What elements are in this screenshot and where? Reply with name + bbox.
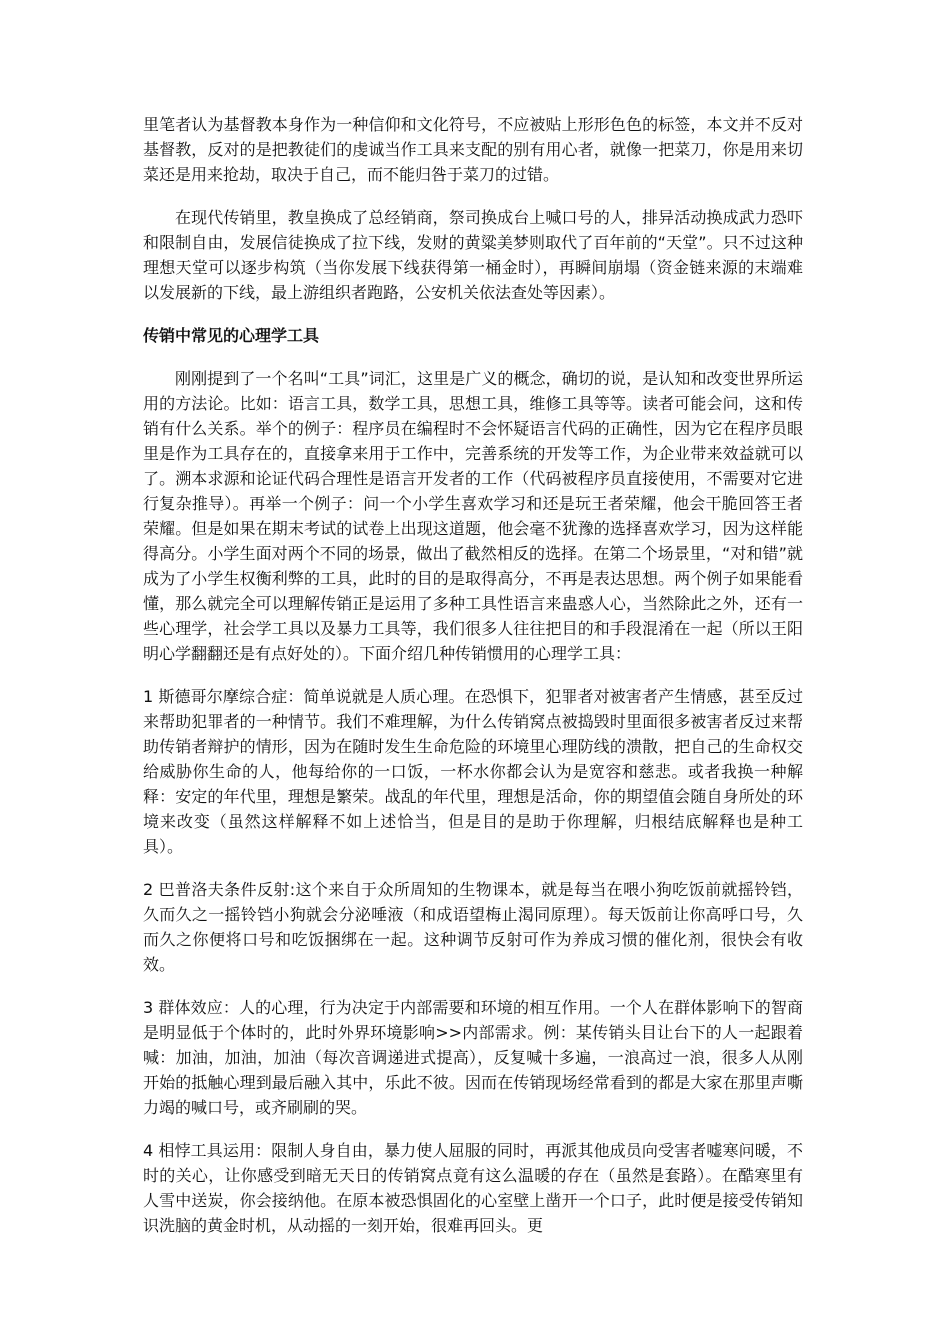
paragraph-3: 刚刚提到了一个名叫“工具”词汇，这里是广义的概念，确切的说，是认知和改变世界所运用的方法论。比如：语言工具，数学工具，思想工具，维修工具等等。读者可能会问，这和传销有什么关系。举个的例子：程序员在编程时不会怀疑语言代码的正确性，因为它在程序员眼里是作为工具存在的，直接拿来用于工作中，完善系统的开发等工作，为企业带来效益就可以了。溯本求源和论证代码合理性是语言开发者的工作（代码被程序员直接使用，不需要对它进行复杂推导）。再举一个例子：问一个小学生喜欢学习和还是玩王者荣耀，他会干脆回答王者荣耀。但是如果在期末考试的试卷上出现这道题，他会毫不犹豫的选择喜欢学习，因为这样能得高分。小学生面对两个不同的场景，做出了截然相反的选择。在第二个场景里，“对和错”就成为了小学生权衡利弊的工具，此时的目的是取得高分，不再是表达思想。两个例子如果能看懂，那么就完全可以理解传销正是运用了多种工具性语言来蛊惑人心，当然除此之外，还有一些心理学，社会学工具以及暴力工具等，我们很多人往往把目的和手段混淆在一起（所以王阳明心学翻翻还是有点好处的）。下面介绍几种传销惯用的心理学工具： [143, 369, 803, 663]
section-heading: 传销中常见的心理学工具 [143, 326, 320, 345]
list-item-stockholm: 1 斯德哥尔摩综合症：简单说就是人质心理。在恐惧下，犯罪者对被害者产生情感，甚至反过来帮助犯罪者的一种情节。我们不难理解，为什么传销窝点被捣毁时里面很多被害者反过来帮助传销者辩护的情形，因为在随时发生生命危险的环境里心理防线的溃散，把自己的生命权交给威胁你生命的人，他每给你的一口饭，一杯水你都会认为是宽容和慈悲。或者我换一种解释：安定的年代里，理想是繁荣。战乱的年代里，理想是活命，你的期望值会随自身所处的环境来改变（虽然这样解释不如上述恰当，但是目的是助于你理解，归根结底解释也是种工具）。 [143, 687, 803, 856]
paragraph-1: 里笔者认为基督教本身作为一种信仰和文化符号，不应被贴上形形色色的标签，本文并不反对基督教，反对的是把教徒们的虔诚当作工具来支配的别有用心者，就像一把菜刀，你是用来切菜还是用来抢劫，取决于自己，而不能归咎于菜刀的过错。 [143, 115, 803, 184]
list-item-pavlov: 2 巴普洛夫条件反射:这个来自于众所周知的生物课本，就是每当在喂小狗吃饭前就摇铃铛，久而久之一摇铃铛小狗就会分泌唾液（和成语望梅止渴同原理）。每天饭前让你高呼口号，久而久之你便将口号和吃饭捆绑在一起。这种调节反射可作为养成习惯的催化剂，很快会有收效。 [143, 880, 803, 974]
list-item-group-effect: 3 群体效应：人的心理，行为决定于内部需要和环境的相互作用。一个人在群体影响下的智商是明显低于个体时的，此时外界环境影响>>内部需求。例：某传销头目让台下的人一起跟着喊：加油，加油，加油（每次音调递进式提高），反复喊十多遍，一浪高过一浪，很多人从刚开始的抵触心理到最后融入其中，乐此不彼。因而在传销现场经常看到的都是大家在那里声嘶力竭的喊口号，或齐刷刷的哭。 [143, 998, 803, 1117]
paragraph-2: 在现代传销里，教皇换成了总经销商，祭司换成台上喊口号的人，排异活动换成武力恐吓和限制自由，发展信徒换成了拉下线，发财的黄粱美梦则取代了百年前的“天堂”。只不过这种理想天堂可以逐步构筑（当你发展下线获得第一桶金时），再瞬间崩塌（资金链来源的末端难以发展新的下线，最上游组织者跑路，公安机关依法查处等因素）。 [143, 208, 803, 302]
list-item-contrary-tools: 4 相悖工具运用：限制人身自由，暴力使人屈服的同时，再派其他成员向受害者嘘寒问暖，不时的关心，让你感受到暗无天日的传销窝点竟有这么温暖的存在（虽然是套路）。在酷寒里有人雪中送炭，你会接纳他。在原本被恐惧固化的心室壁上凿开一个口子，此时便是接受传销知识洗脑的黄金时机，从动摇的一刻开始，很难再回头。更 [143, 1141, 803, 1235]
document-page [143, 112, 803, 1256]
